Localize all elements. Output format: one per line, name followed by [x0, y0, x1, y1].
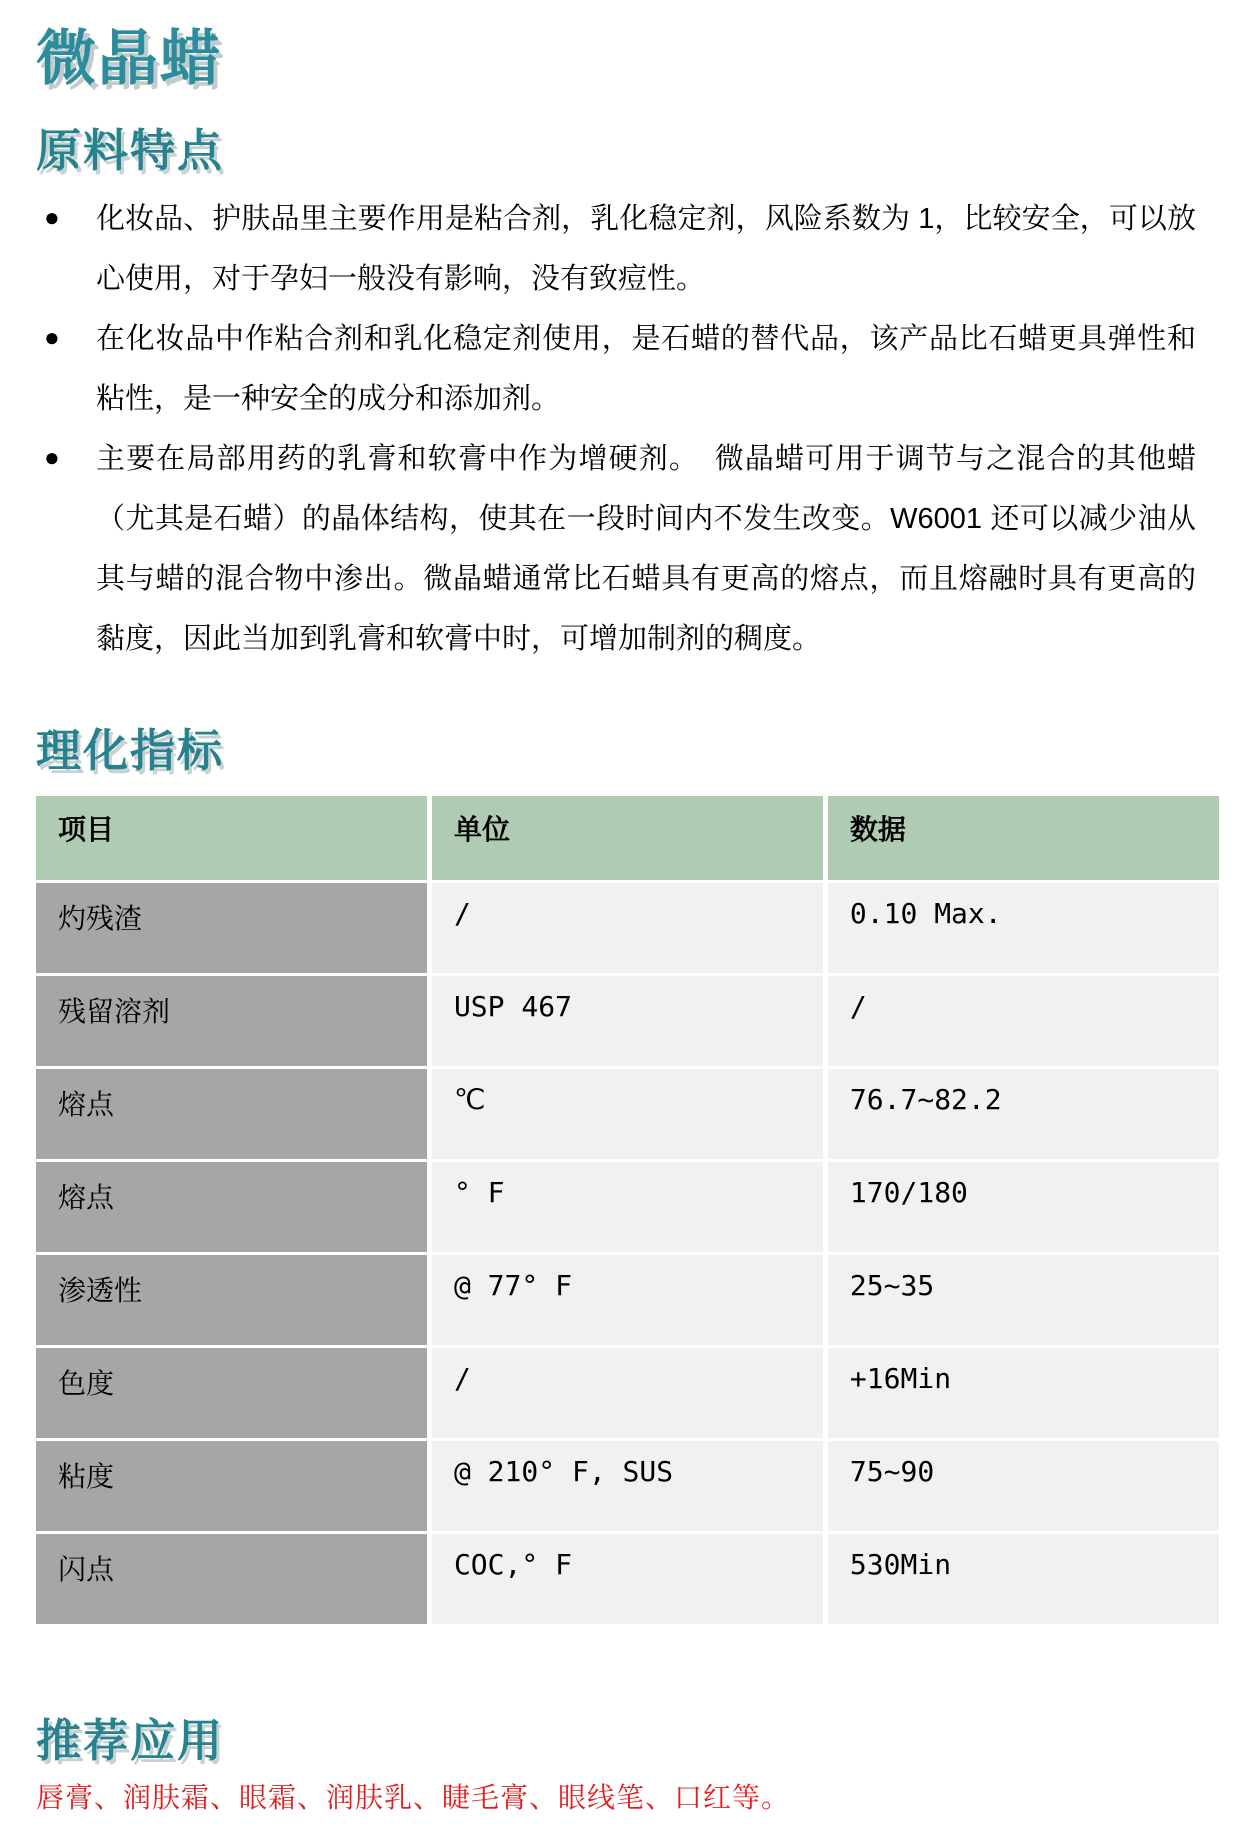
cell-unit: /: [432, 883, 823, 973]
table-row: [36, 1162, 1219, 1252]
table-row: [36, 883, 1219, 973]
bullet-item: [36, 309, 1196, 429]
bullet-icon: ●: [44, 321, 60, 352]
table-row: [36, 976, 1219, 1066]
applications-text: 唇膏、润肤霜、眼霜、润肤乳、睫毛膏、眼线笔、口红等。: [36, 1782, 791, 1814]
bullet-icon: ●: [44, 441, 60, 472]
cell-item: 熔点: [36, 1069, 427, 1159]
table-row: [36, 1441, 1219, 1531]
cell-item: 残留溶剂: [36, 976, 427, 1066]
table-header-data: 数据: [828, 796, 1219, 880]
section-heading-specs: 理化指标: [36, 724, 225, 776]
cell-value: 170/180: [828, 1162, 1219, 1252]
cell-unit: @ 77° F: [432, 1255, 823, 1345]
table-header-item: 项目: [36, 796, 427, 880]
features-bullet-list: [36, 189, 1196, 669]
cell-unit: ℃: [432, 1069, 823, 1159]
bullet-text: 化妆品、护肤品里主要作用是粘合剂，乳化稳定剂，风险系数为 1，比较安全，可以放心使用，对于孕妇一般没有影响，没有致痘性。: [96, 202, 1196, 295]
cell-value: 75~90: [828, 1441, 1219, 1531]
cell-unit: /: [432, 1348, 823, 1438]
cell-item: 色度: [36, 1348, 427, 1438]
cell-item: 闪点: [36, 1534, 427, 1624]
bullet-icon: ●: [44, 201, 60, 232]
cell-unit: COC,° F: [432, 1534, 823, 1624]
table-row: [36, 1069, 1219, 1159]
cell-value: 25~35: [828, 1255, 1219, 1345]
page-title: 微晶蜡: [36, 25, 222, 92]
table-header-unit: 单位: [432, 796, 823, 880]
cell-item: 渗透性: [36, 1255, 427, 1345]
spec-table: [31, 793, 1224, 1627]
section-heading-applications: 推荐应用: [36, 1714, 225, 1766]
cell-value: 0.10 Max.: [828, 883, 1219, 973]
cell-unit: @ 210° F, SUS: [432, 1441, 823, 1531]
cell-value: 76.7~82.2: [828, 1069, 1219, 1159]
cell-item: 灼残渣: [36, 883, 427, 973]
cell-item: 粘度: [36, 1441, 427, 1531]
section-heading-features: 原料特点: [36, 125, 225, 176]
bullet-text: 在化妆品中作粘合剂和乳化稳定剂使用，是石蜡的替代品，该产品比石蜡更具弹性和粘性，是一种安全的成分和添加剂。: [96, 322, 1196, 415]
cell-item: 熔点: [36, 1162, 427, 1252]
cell-unit: USP 467: [432, 976, 823, 1066]
cell-value: /: [828, 976, 1219, 1066]
bullet-text: 主要在局部用药的乳膏和软膏中作为增硬剂。 微晶蜡可用于调节与之混合的其他蜡（尤其是石蜡）的晶体结构，使其在一段时间内不发生改变。W6001 还可以减少油从其与蜡的混合物中渗出。微晶蜡通常比石蜡具有更高的熔点，而且熔融时具有更高的黏度，因此当加到乳膏和软膏中时，可增加制剂的稠度。: [96, 442, 1196, 655]
table-row: [36, 1348, 1219, 1438]
bullet-item: [36, 189, 1196, 309]
table-row: [36, 1255, 1219, 1345]
cell-unit: ° F: [432, 1162, 823, 1252]
table-row: [36, 1534, 1219, 1624]
cell-value: +16Min: [828, 1348, 1219, 1438]
bullet-item: [36, 429, 1196, 669]
table-header-row: [36, 796, 1219, 880]
cell-value: 530Min: [828, 1534, 1219, 1624]
